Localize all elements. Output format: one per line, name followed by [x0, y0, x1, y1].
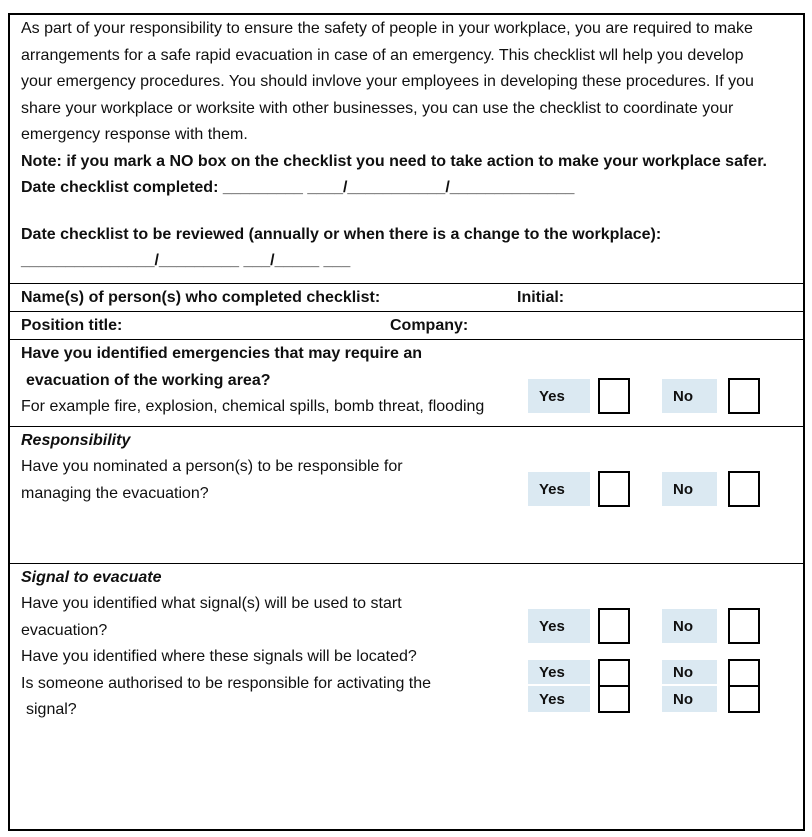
no-label: No: [662, 379, 717, 413]
emergencies-question-row: [10, 339, 803, 426]
question-line: Is someone authorised to be responsible for activating the: [21, 674, 432, 692]
name-row: [10, 283, 803, 311]
spacer: [21, 202, 792, 222]
yes-label: Yes: [528, 472, 590, 506]
responsibility-answer-group: [528, 471, 760, 507]
date-completed-blank: _________ ____/___________/______________: [222, 179, 575, 196]
emergencies-answer-group: [528, 378, 760, 414]
evacuation-checklist-document: [8, 13, 805, 831]
no-checkbox[interactable]: [728, 685, 760, 713]
intro-paragraph-line: As part of your responsibility to ensure the safety of people in your workplace, you are required to make: [21, 20, 753, 37]
no-label: No: [662, 686, 717, 712]
question-line: evacuation of the working area?: [26, 371, 271, 389]
signal-question-row: [10, 563, 803, 829]
yes-label: Yes: [528, 609, 590, 643]
yes-checkbox[interactable]: [598, 471, 630, 507]
section-heading: Responsibility: [21, 431, 131, 449]
intro-section: [10, 15, 803, 283]
question-line: managing the evacuation?: [21, 484, 209, 502]
yes-label: Yes: [528, 379, 590, 413]
no-checkbox[interactable]: [728, 608, 760, 644]
note-text: Note: if you mark a NO box on the checklist you need to take action to make your workplace safer.: [21, 152, 767, 170]
signal-answer-group-1: [528, 608, 760, 644]
date-reviewed-label: Date checklist to be reviewed (annually or when there is a change to the workplace):: [21, 225, 662, 243]
no-label: No: [662, 472, 717, 506]
yes-checkbox[interactable]: [598, 685, 630, 713]
question-example: For example fire, explosion, chemical spills, bomb threat, flooding: [21, 398, 485, 415]
responsibility-question-row: [10, 426, 803, 563]
no-checkbox[interactable]: [728, 378, 760, 414]
question-line: Have you identified emergencies that may require an: [21, 345, 423, 362]
no-checkbox[interactable]: [728, 659, 760, 687]
signal-answer-group-2-3: [528, 659, 760, 713]
yes-checkbox[interactable]: [598, 378, 630, 414]
intro-paragraph-line: arrangements for a safe rapid evacuation in case of an emergency. This checklist wll help you develop: [21, 46, 744, 64]
initial-label: Initial:: [517, 288, 565, 306]
name-label: Name(s) of person(s) who completed checklist:: [21, 288, 381, 306]
intro-paragraph-line: your emergency procedures. You should invlove your employees in developing these procedures. If you: [21, 73, 754, 90]
question-line: Have you nominated a person(s) to be responsible for: [21, 458, 403, 475]
date-reviewed-blank: _______________/_________ ___/_____ ___: [21, 252, 351, 269]
no-label: No: [662, 609, 717, 643]
position-title-label: Position title:: [21, 316, 123, 334]
date-completed-label: Date checklist completed:: [21, 179, 219, 196]
yes-checkbox[interactable]: [598, 608, 630, 644]
question-line: signal?: [26, 701, 77, 718]
no-label: No: [662, 660, 717, 684]
question-line: Have you identified where these signals will be located?: [21, 648, 417, 665]
yes-checkbox[interactable]: [598, 659, 630, 687]
intro-paragraph-line: emergency response with them.: [21, 126, 248, 143]
yes-label: Yes: [528, 686, 590, 712]
date-completed-line: [21, 175, 792, 202]
question-line: evacuation?: [21, 621, 108, 639]
position-row: [10, 311, 803, 339]
intro-paragraph-line: share your workplace or worksite with other businesses, you can use the checklist to coordinate your: [21, 99, 734, 117]
question-line: Have you identified what signal(s) will be used to start: [21, 595, 402, 612]
yes-label: Yes: [528, 660, 590, 684]
company-label: Company:: [390, 316, 469, 334]
section-heading: Signal to evacuate: [21, 568, 162, 586]
no-checkbox[interactable]: [728, 471, 760, 507]
